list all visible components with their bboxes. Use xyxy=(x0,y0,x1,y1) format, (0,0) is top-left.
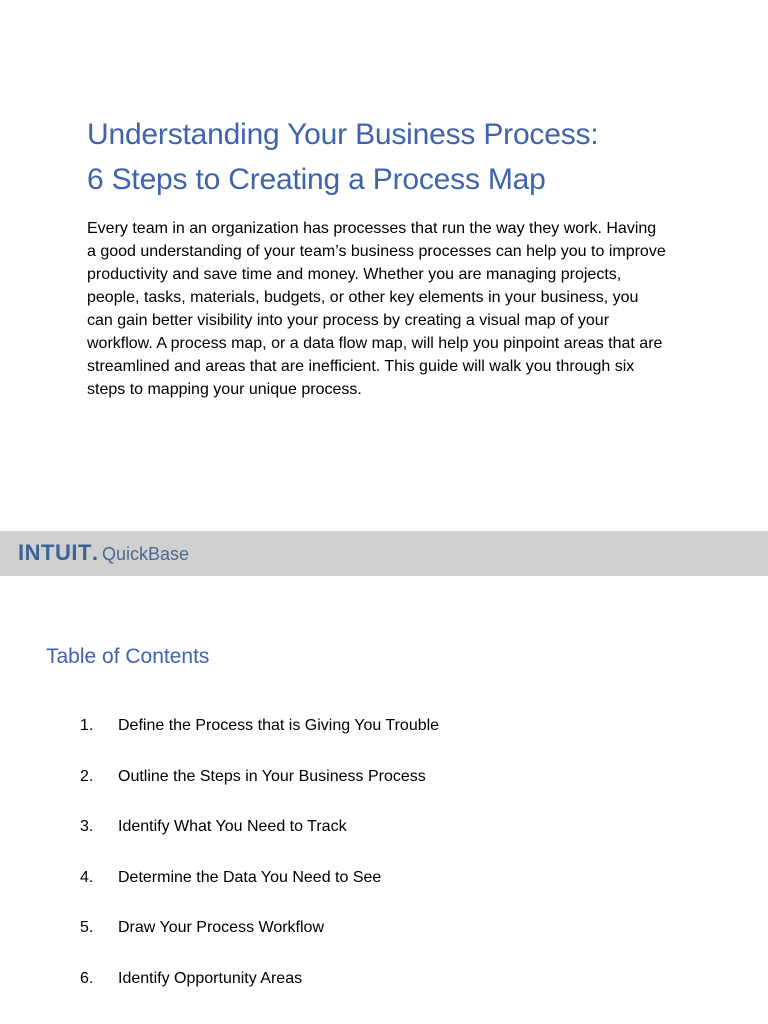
toc-item-number: 6. xyxy=(80,969,94,987)
title-line-2: 6 Steps to Creating a Process Map xyxy=(87,163,546,196)
quickbase-wordmark: QuickBase xyxy=(102,544,190,564)
toc-item-text: Identify Opportunity Areas xyxy=(118,969,303,987)
toc-item-number: 3. xyxy=(80,818,94,836)
toc-item-number: 5. xyxy=(80,919,94,937)
toc-item-text: Outline the Steps in Your Business Process xyxy=(118,767,426,785)
toc-item xyxy=(0,813,768,864)
toc-item xyxy=(0,965,768,1016)
toc-item-number: 1. xyxy=(80,717,94,734)
toc-item xyxy=(0,864,768,915)
toc-list xyxy=(0,712,768,1016)
document-title xyxy=(87,112,727,202)
toc-item-number: 4. xyxy=(80,868,94,886)
toc-item xyxy=(0,914,768,965)
intuit-dot: . xyxy=(91,540,99,565)
toc-item-text: Identify What You Need to Track xyxy=(118,818,347,836)
toc-item xyxy=(0,763,768,814)
intuit-quickbase-logo xyxy=(18,540,189,566)
intro-paragraph: Every team in an organization has processes that run the way they work. Having a good understanding of your team’s business processes can help you to improve productivity and save time and money. Whether you are managing projects, people, tasks, materials, budgets, or other key elements in your business, you can gain better visibility into your process by creating a visual map of your workflow. A process map, or a data flow map, will help you pinpoint areas that are streamlined and areas that are inefficient. This guide will walk you through six steps to mapping your unique process. xyxy=(87,220,666,398)
toc-item-text: Define the Process that is Giving You Trouble xyxy=(118,717,440,734)
toc-item-text: Determine the Data You Need to See xyxy=(118,868,382,886)
toc-heading: Table of Contents xyxy=(46,645,210,668)
title-line-1: Understanding Your Business Process: xyxy=(87,118,599,151)
brand-bar xyxy=(0,531,768,576)
toc-item-number: 2. xyxy=(80,767,94,785)
intuit-wordmark: INTUIT xyxy=(18,540,92,565)
toc-item-text: Draw Your Process Workflow xyxy=(118,919,324,937)
toc-item xyxy=(0,712,768,763)
